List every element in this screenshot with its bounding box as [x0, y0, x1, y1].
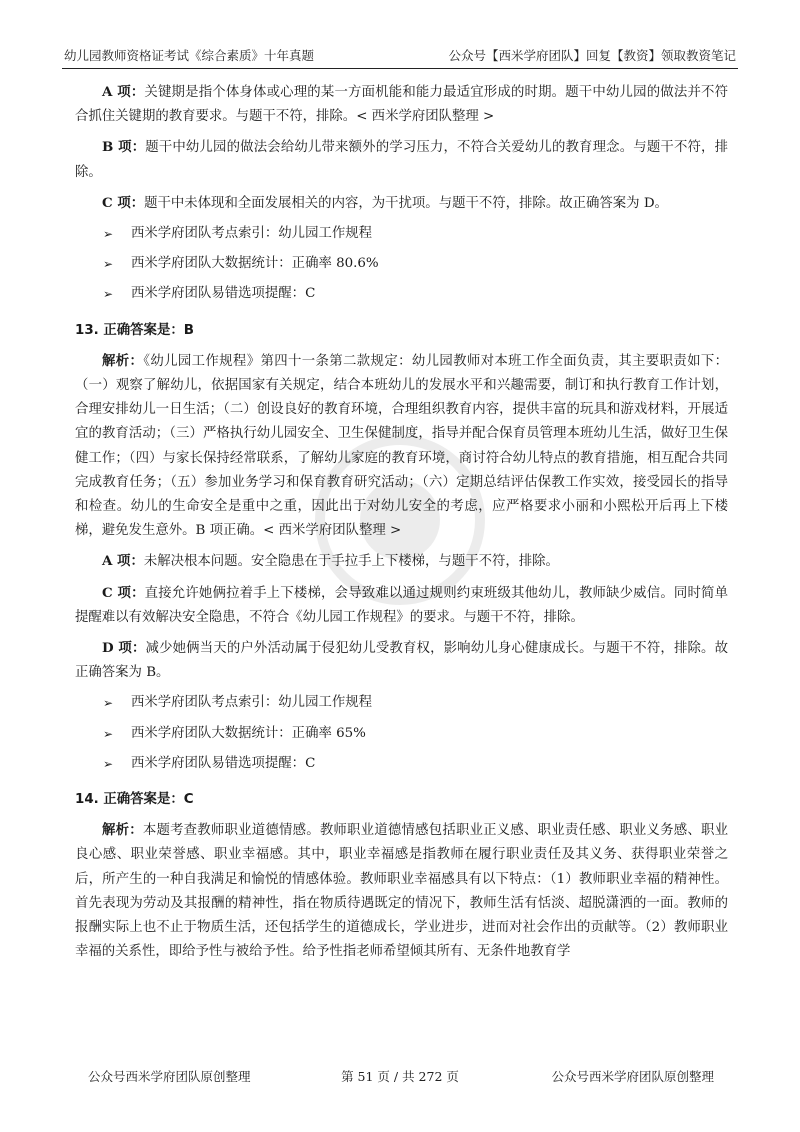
option-text: 减少她俩当天的户外活动属于侵犯幼儿受教育权，影响幼儿身心健康成长。与题干不符，排除。故正确答案为 B。	[75, 641, 728, 681]
page-footer	[62, 1067, 738, 1087]
arrow-bullet-icon: ➢	[103, 726, 114, 741]
header-promo: 公众号【西米学府团队】回复【教资】领取教资笔记	[448, 48, 736, 63]
q13-option-d	[75, 636, 728, 685]
q12-option-c	[75, 191, 728, 216]
arrow-bullet-icon: ➢	[103, 756, 114, 771]
option-text: 直接允许她俩拉着手上下楼梯，会导致难以通过规则约束班级其他幼儿，教师缺少威信。同时简单提醒难以有效解决安全隐患，不符合《幼儿园工作规程》的要求。与题干不符，排除。	[75, 585, 728, 625]
header-divider	[62, 68, 738, 69]
page-body	[75, 80, 728, 971]
option-label: D 项：	[102, 640, 146, 657]
analysis-label: 解析：	[102, 822, 143, 839]
option-text: 题干中未体现和全面发展相关的内容，为干扰项。与题干不符，排除。故正确答案为 D。	[144, 195, 668, 211]
arrow-bullet-icon: ➢	[103, 257, 114, 272]
footer-left: 公众号西米学府团队原创整理	[88, 1069, 251, 1084]
q12-bullet-stats	[75, 252, 728, 276]
q14-answer-heading: 14. 正确答案是：C	[75, 792, 194, 808]
bullet-text: 西米学府团队易错选项提醒：C	[131, 755, 316, 771]
q12-option-b	[75, 135, 728, 184]
q13-answer-heading: 13. 正确答案是：B	[75, 322, 194, 338]
page-number: 第 51 页 / 共 272 页	[341, 1069, 459, 1084]
bullet-text: 西米学府团队考点索引：幼儿园工作规程	[131, 695, 373, 711]
q12-bullet-error	[75, 282, 728, 306]
q13-analysis	[75, 349, 728, 544]
page-header	[62, 44, 738, 66]
bullet-text: 西米学府团队易错选项提醒：C	[131, 286, 316, 302]
q14-analysis	[75, 818, 728, 964]
option-label: A 项：	[102, 553, 144, 570]
arrow-bullet-icon: ➢	[103, 227, 114, 242]
bullet-text: 西米学府团队大数据统计：正确率 80.6%	[131, 256, 379, 272]
analysis-text: 《幼儿园工作规程》第四十一条第二款规定：幼儿园教师对本班工作全面负责，其主要职责如下：（一）观察了解幼儿，依据国家有关规定，结合本班幼儿的发展水平和兴趣需要，制订和执行教育工作计划，合理安排幼儿一日生活；（二）创设良好的教育环境，合理组织教育内容，提供丰富的玩具和游戏材料，开展适宜的教育活动；（三）严格执行幼儿园安全、卫生保健制度，指导并配合保育员管理本班幼儿生活，做好卫生保健工作；（四）与家长保持经常联系，了解幼儿家庭的教育环境，商讨符合幼儿特点的教育措施，相互配合共同完成教育任务；（五）参加业务学习和保育教育研究活动；（六）定期总结评估保教工作实效，接受园长的指导和检查。幼儿的生命安全是重中之重，因此出于对幼儿安全的考虑，应严格要求小丽和小熙松开后再上下楼梯，避免发生意外。B 项正确。< 西米学府团队整理 >	[75, 353, 729, 539]
option-label: A 项：	[102, 84, 145, 100]
q13-bullet-stats	[75, 722, 728, 746]
option-label: C 项：	[102, 584, 145, 601]
option-text: 未解决根本问题。安全隐患在于手拉手上下楼梯，与题干不符，排除。	[143, 554, 559, 570]
q12-bullet-index	[75, 222, 728, 246]
footer-right: 公众号西米学府团队原创整理	[551, 1069, 714, 1084]
bullet-text: 西米学府团队考点索引：幼儿园工作规程	[131, 226, 373, 242]
option-text: 关键期是指个体身体或心理的某一方面机能和能力最适宜形成的时期。题干中幼儿园的做法并不符合抓住关键期的教育要求。与题干不符，排除。< 西米学府团队整理 >	[75, 85, 728, 125]
arrow-bullet-icon: ➢	[103, 696, 114, 711]
q13-option-a	[75, 549, 728, 574]
option-text: 题干中幼儿园的做法会给幼儿带来额外的学习压力，不符合关爱幼儿的教育理念。与题干不符，排除。	[75, 140, 729, 180]
header-book-title: 幼儿园教师资格证考试《综合素质》十年真题	[64, 48, 315, 63]
option-label: B 项：	[102, 139, 146, 156]
q12-option-a	[75, 80, 728, 129]
arrow-bullet-icon: ➢	[103, 287, 114, 302]
q13-option-c	[75, 581, 728, 630]
q13-bullet-error	[75, 752, 728, 776]
q13-bullet-index	[75, 691, 728, 715]
option-label: C 项：	[102, 194, 145, 211]
analysis-label: 解析：	[102, 352, 144, 369]
bullet-text: 西米学府团队大数据统计：正确率 65%	[131, 725, 366, 741]
analysis-text: 本题考查教师职业道德情感。教师职业道德情感包括职业正义感、职业责任感、职业义务感、职业良心感、职业荣誉感、职业幸福感。其中，职业幸福感是指教师在履行职业责任及其义务、获得职业荣誉之后，所产生的一种自我满足和愉悦的情感体验。教师职业幸福感具有以下特点：（1）教师职业幸福的精神性。首先表现为劳动及其报酬的精神性，指在物质待遇既定的情况下，教师生活有恬淡、超脱潇洒的一面。教师的报酬实际上也不止于物质生活，还包括学生的道德成长，学业进步，进而对社会作出的贡献等。（2）教师职业幸福的关系性，即给予性与被给予性。给予性指老师希望倾其所有、无条件地教育学	[75, 823, 728, 960]
